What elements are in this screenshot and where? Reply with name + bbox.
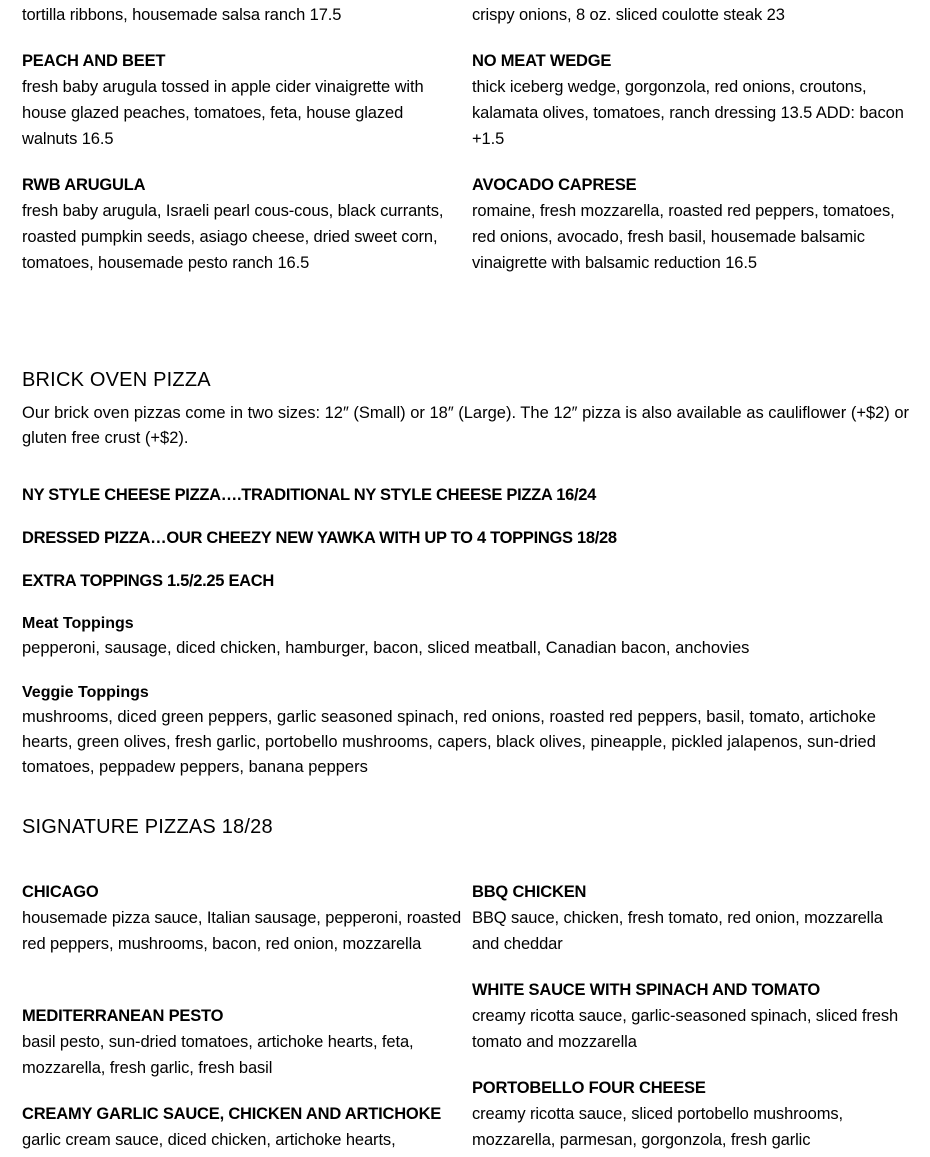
veggie-toppings-block	[22, 680, 912, 780]
item-title: PEACH AND BEET	[22, 52, 166, 70]
pizza-item	[472, 1075, 912, 1153]
item-description: fresh baby arugula tossed in apple cider vinaigrette with house glazed peaches, tomatoes, feta, house glazed walnuts 16.5	[22, 78, 424, 148]
meat-toppings-block	[22, 611, 912, 661]
extra-toppings-line: EXTRA TOPPINGS 1.5/2.25 EACH	[22, 572, 275, 590]
pizza-item	[22, 879, 462, 957]
item-description: garlic cream sauce, diced chicken, artichoke hearts,	[22, 1131, 396, 1149]
meat-toppings-title: Meat Toppings	[22, 615, 134, 632]
item-title: NO MEAT WEDGE	[472, 52, 612, 70]
item-title: WHITE SAUCE WITH SPINACH AND TOMATO	[472, 981, 821, 999]
partial-salad-desc-right: crispy onions, 8 oz. sliced coulotte steak 23	[472, 6, 785, 24]
item-description: thick iceberg wedge, gorgonzola, red onions, croutons, kalamata olives, tomatoes, ranch dressing 13.5 ADD: bacon +1.5	[472, 78, 904, 148]
pizza-item	[472, 879, 912, 957]
partial-salad-desc-left: tortilla ribbons, housemade salsa ranch 17.5	[22, 6, 342, 24]
dressed-pizza-line: DRESSED PIZZA…OUR CHEEZY NEW YAWKA WITH UP TO 4 TOPPINGS 18/28	[22, 529, 617, 547]
item-description: basil pesto, sun-dried tomatoes, artichoke hearts, feta, mozzarella, fresh garlic, fresh basil	[22, 1033, 414, 1077]
item-title: AVOCADO CAPRESE	[472, 176, 637, 194]
item-description: BBQ sauce, chicken, fresh tomato, red onion, mozzarella and cheddar	[472, 909, 883, 953]
meat-toppings-list: pepperoni, sausage, diced chicken, hamburger, bacon, sliced meatball, Canadian bacon, anchovies	[22, 639, 750, 657]
veggie-toppings-title: Veggie Toppings	[22, 684, 149, 701]
pizza-item	[22, 1003, 462, 1081]
item-description: housemade pizza sauce, Italian sausage, pepperoni, roasted red peppers, mushrooms, bacon, red onion, mozzarella	[22, 909, 462, 953]
item-title: PORTOBELLO FOUR CHEESE	[472, 1079, 706, 1097]
salad-item	[22, 48, 462, 152]
brick-oven-intro: Our brick oven pizzas come in two sizes: 12″ (Small) or 18″ (Large). The 12″ pizza is also available as cauliflower (+$2) or gluten free crust (+$2).	[22, 404, 910, 447]
item-title: CREAMY GARLIC SAUCE, CHICKEN AND ARTICHOKE	[22, 1105, 442, 1123]
item-description: creamy ricotta sauce, garlic-seasoned spinach, sliced fresh tomato and mozzarella	[472, 1007, 899, 1051]
item-title: RWB ARUGULA	[22, 176, 146, 194]
section-heading-signature: SIGNATURE PIZZAS 18/28	[22, 816, 273, 838]
veggie-toppings-list: mushrooms, diced green peppers, garlic seasoned spinach, red onions, roasted red peppers, basil, tomato, artichoke hearts, green olives, fresh garlic, portobello mushrooms, capers, black olives, pineapple, pickled jalapenos, sun-dried tomatoes, peppadew peppers, banana peppers	[22, 708, 876, 776]
salad-item	[472, 172, 912, 276]
item-description: creamy ricotta sauce, sliced portobello mushrooms, mozzarella, parmesan, gorgonzola, fresh garlic	[472, 1105, 843, 1149]
ny-style-cheese-line: NY STYLE CHEESE PIZZA….TRADITIONAL NY STYLE CHEESE PIZZA 16/24	[22, 486, 596, 504]
salad-item	[22, 172, 462, 276]
section-heading-brick-oven: BRICK OVEN PIZZA	[22, 369, 211, 391]
pizza-item	[472, 977, 912, 1055]
item-description: fresh baby arugula, Israeli pearl cous-cous, black currants, roasted pumpkin seeds, asiago cheese, dried sweet corn, tomatoes, housemade pesto ranch 16.5	[22, 202, 444, 272]
item-title: MEDITERRANEAN PESTO	[22, 1007, 224, 1025]
item-description: romaine, fresh mozzarella, roasted red peppers, tomatoes, red onions, avocado, fresh basil, housemade balsamic vinaigrette with balsamic reduction 16.5	[472, 202, 895, 272]
pizza-item	[22, 1101, 462, 1153]
item-title: CHICAGO	[22, 883, 99, 901]
salad-item	[472, 48, 912, 152]
item-title: BBQ CHICKEN	[472, 883, 587, 901]
